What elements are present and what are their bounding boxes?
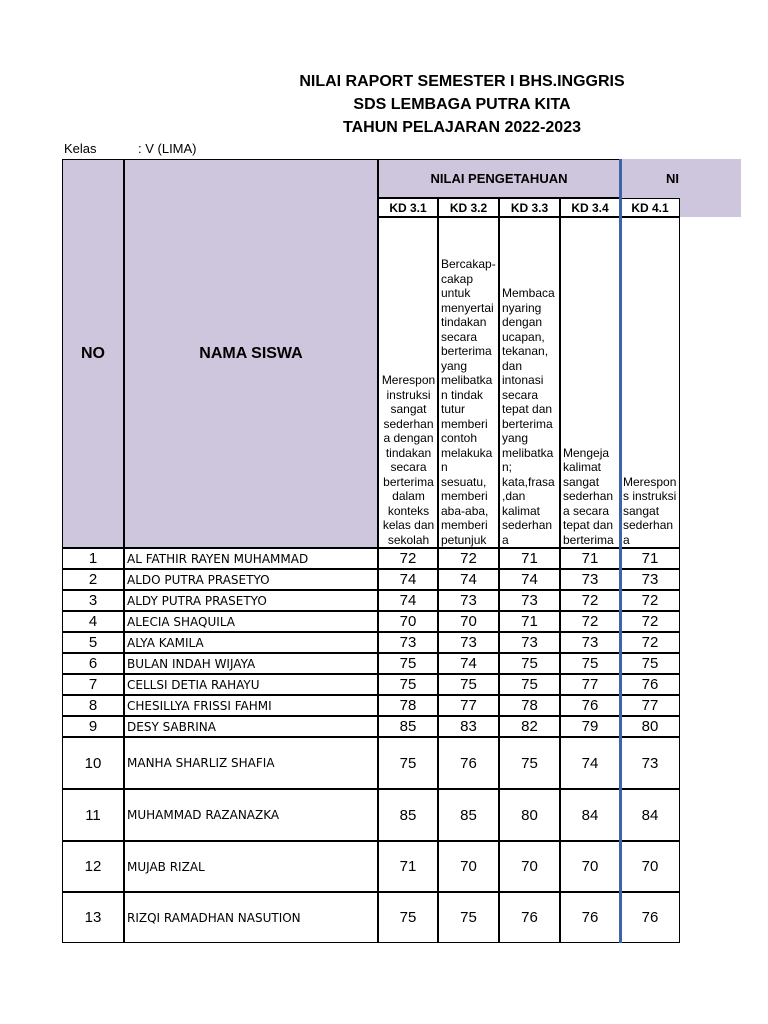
grade-cell: 76 [438,737,499,789]
class-label: Kelas [64,141,97,156]
grade-cell: 74 [378,569,438,590]
student-no: 6 [62,653,124,674]
grade-cell: 76 [499,892,560,943]
student-no: 11 [62,789,124,841]
student-name: ALECIA SHAQUILA [124,611,378,632]
grade-cell: 70 [560,841,620,892]
grade-cell: 79 [560,716,620,737]
grade-cell: 76 [620,674,680,695]
grade-cell: 74 [560,737,620,789]
student-name: BULAN INDAH WIJAYA [124,653,378,674]
grade-cell: 72 [378,548,438,569]
student-name: ALDY PUTRA PRASETYO [124,590,378,611]
grade-cell: 74 [438,569,499,590]
kd-description: Merespon s instruksi sangat sederhan a [620,217,680,548]
grade-cell: 76 [620,892,680,943]
grade-cell: 75 [560,653,620,674]
header-no: NO [62,159,124,548]
grade-cell: 78 [378,695,438,716]
kd-header: KD 3.2 [438,198,499,217]
header-nama-siswa: NAMA SISWA [124,159,378,548]
report-title: NILAI RAPORT SEMESTER I BHS.INGGRIS [299,73,625,90]
grade-cell: 75 [438,892,499,943]
grade-cell: 76 [560,892,620,943]
grade-cell: 72 [620,590,680,611]
grade-cell: 70 [378,611,438,632]
grade-cell: 73 [378,632,438,653]
grade-cell: 72 [438,548,499,569]
student-name: CHESILLYA FRISSI FAHMI [124,695,378,716]
grade-cell: 77 [560,674,620,695]
grade-cell: 80 [499,789,560,841]
grade-cell: 77 [620,695,680,716]
school-name: SDS LEMBAGA PUTRA KITA [353,96,571,113]
grade-cell: 82 [499,716,560,737]
grade-cell: 75 [620,653,680,674]
student-no: 8 [62,695,124,716]
grade-cell: 73 [438,632,499,653]
grade-cell: 73 [499,590,560,611]
grade-cell: 72 [620,611,680,632]
grade-cell: 83 [438,716,499,737]
grade-cell: 70 [438,841,499,892]
grade-cell: 85 [378,789,438,841]
grade-cell: 72 [560,611,620,632]
grade-cell: 85 [438,789,499,841]
kd-header: KD 3.4 [560,198,620,217]
grade-cell: 70 [499,841,560,892]
grade-cell: 80 [620,716,680,737]
student-no: 5 [62,632,124,653]
grade-cell: 74 [438,653,499,674]
grade-cell: 72 [620,632,680,653]
grade-cell: 71 [560,548,620,569]
grade-cell: 71 [499,611,560,632]
kd-description: Membaca nyaring dengan ucapan, tekanan, dan intonasi secara tepat dan berterima yang melibatka n; kata,frasa ,dan kalimat sederhan a [499,217,560,548]
header-fill [680,198,741,217]
student-no: 12 [62,841,124,892]
grade-cell: 74 [499,569,560,590]
grade-cell: 73 [620,569,680,590]
class-value: : V (LIMA) [138,141,197,156]
grade-cell: 73 [438,590,499,611]
grade-cell: 73 [560,632,620,653]
grade-cell: 84 [620,789,680,841]
student-no: 1 [62,548,124,569]
grade-cell: 70 [620,841,680,892]
grade-cell: 73 [560,569,620,590]
section-divider [619,159,622,943]
student-name: DESY SABRINA [124,716,378,737]
student-name: AL FATHIR RAYEN MUHAMMAD [124,548,378,569]
grade-cell: 75 [438,674,499,695]
student-no: 13 [62,892,124,943]
grade-cell: 78 [499,695,560,716]
student-name: RIZQI RAMADHAN NASUTION [124,892,378,943]
student-name: MUHAMMAD RAZANAZKA [124,789,378,841]
grade-cell: 75 [378,892,438,943]
student-name: MANHA SHARLIZ SHAFIA [124,737,378,789]
grade-cell: 75 [499,737,560,789]
student-no: 4 [62,611,124,632]
student-name: MUJAB RIZAL [124,841,378,892]
kd-header: KD 4.1 [620,198,680,217]
student-no: 9 [62,716,124,737]
grade-cell: 71 [499,548,560,569]
grade-cell: 70 [438,611,499,632]
grade-cell: 85 [378,716,438,737]
report-title-block [0,70,768,139]
student-name: CELLSI DETIA RAHAYU [124,674,378,695]
academic-year: TAHUN PELAJARAN 2022-2023 [343,119,581,136]
grade-cell: 75 [499,674,560,695]
kd-header: KD 3.3 [499,198,560,217]
student-no: 7 [62,674,124,695]
header-nilai-keterampilan: NI [620,159,741,198]
student-no: 10 [62,737,124,789]
student-name: ALDO PUTRA PRASETYO [124,569,378,590]
grade-cell: 75 [378,674,438,695]
grade-cell: 73 [620,737,680,789]
header-nilai-pengetahuan: NILAI PENGETAHUAN [378,159,620,198]
grade-cell: 76 [560,695,620,716]
kd-header: KD 3.1 [378,198,438,217]
grade-cell: 74 [378,590,438,611]
student-no: 3 [62,590,124,611]
grade-cell: 71 [378,841,438,892]
grade-cell: 75 [378,653,438,674]
student-no: 2 [62,569,124,590]
grade-cell: 75 [499,653,560,674]
grade-cell: 77 [438,695,499,716]
grade-cell: 75 [378,737,438,789]
kd-description: Bercakap- cakap untuk menyertai tindakan secara berterima yang melibatka n tindak tutur memberi contoh melakuka n sesuatu, memberi aba-aba, memberi petunjuk [438,217,499,548]
grade-cell: 72 [560,590,620,611]
grade-cell: 71 [620,548,680,569]
kd-description: Mengeja kalimat sangat sederhan a secara tepat dan berterima [560,217,620,548]
grade-cell: 84 [560,789,620,841]
student-name: ALYA KAMILA [124,632,378,653]
kd-description: Merespon instruksi sangat sederhan a dengan tindakan secara berterima dalam konteks kelas dan sekolah [378,217,438,548]
grade-cell: 73 [499,632,560,653]
